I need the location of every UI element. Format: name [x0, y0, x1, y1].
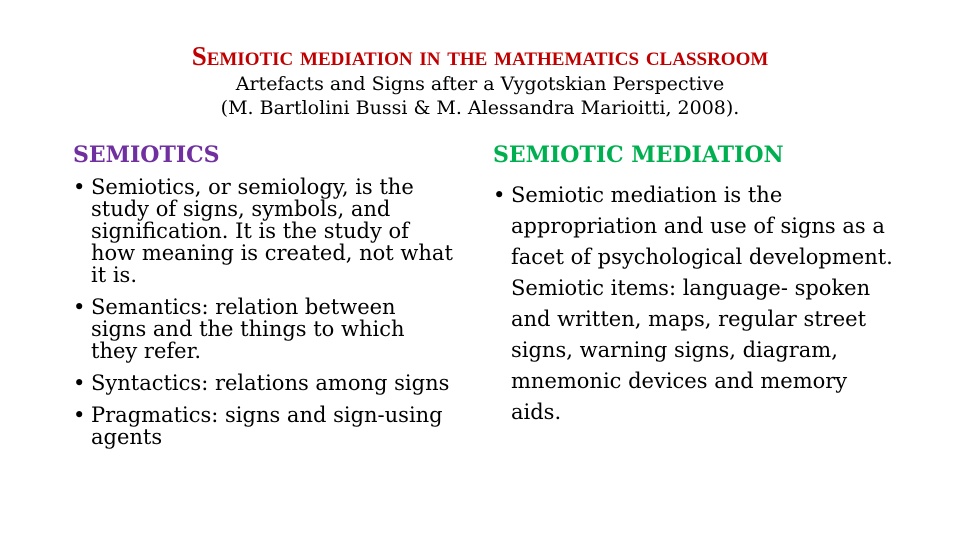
semiotics-column [73, 140, 453, 458]
semiotics-heading: SEMIOTICS [73, 142, 220, 168]
slide-subtitle-line1: Artefacts and Signs after a Vygotskian Perspective [235, 73, 725, 95]
slide-subtitle-line2: (M. Bartlolini Bussi & M. Alessandra Marioitti, 2008). [220, 97, 740, 119]
list-item [493, 180, 893, 428]
list-item-text: Semiotics, or semiology, is the study of signs, symbols, and signification. It is the study of how meaning is created, not what it is. [91, 175, 453, 287]
semiotic-mediation-heading: SEMIOTIC MEDIATION [493, 142, 784, 168]
list-item [73, 404, 453, 448]
bullet-icon: • [73, 371, 86, 395]
list-item-text: Pragmatics: signs and sign-using agents [91, 403, 443, 449]
list-item-text: Syntactics: relations among signs [91, 371, 450, 395]
bullet-icon: • [73, 175, 86, 199]
list-item [73, 176, 453, 286]
bullet-icon: • [493, 183, 506, 207]
list-item-text: Semantics: relation between signs and the things to which they refer. [91, 295, 405, 363]
semiotic-mediation-column [493, 140, 893, 428]
bullet-icon: • [73, 295, 86, 319]
semiotics-list [73, 176, 453, 448]
list-item [73, 296, 453, 362]
list-item [73, 372, 453, 394]
list-item-text: Semiotic mediation is the appropriation and use of signs as a facet of psychological development. Semiotic items: language- spoken and written, maps, regular street signs, warning signs, diagram, mnemonic devices and memory aids. [511, 183, 893, 424]
semiotic-mediation-list [493, 180, 893, 428]
title-block [0, 40, 960, 120]
slide-title: Semiotic mediation in the mathematics classroom [191, 41, 769, 71]
bullet-icon: • [73, 403, 86, 427]
